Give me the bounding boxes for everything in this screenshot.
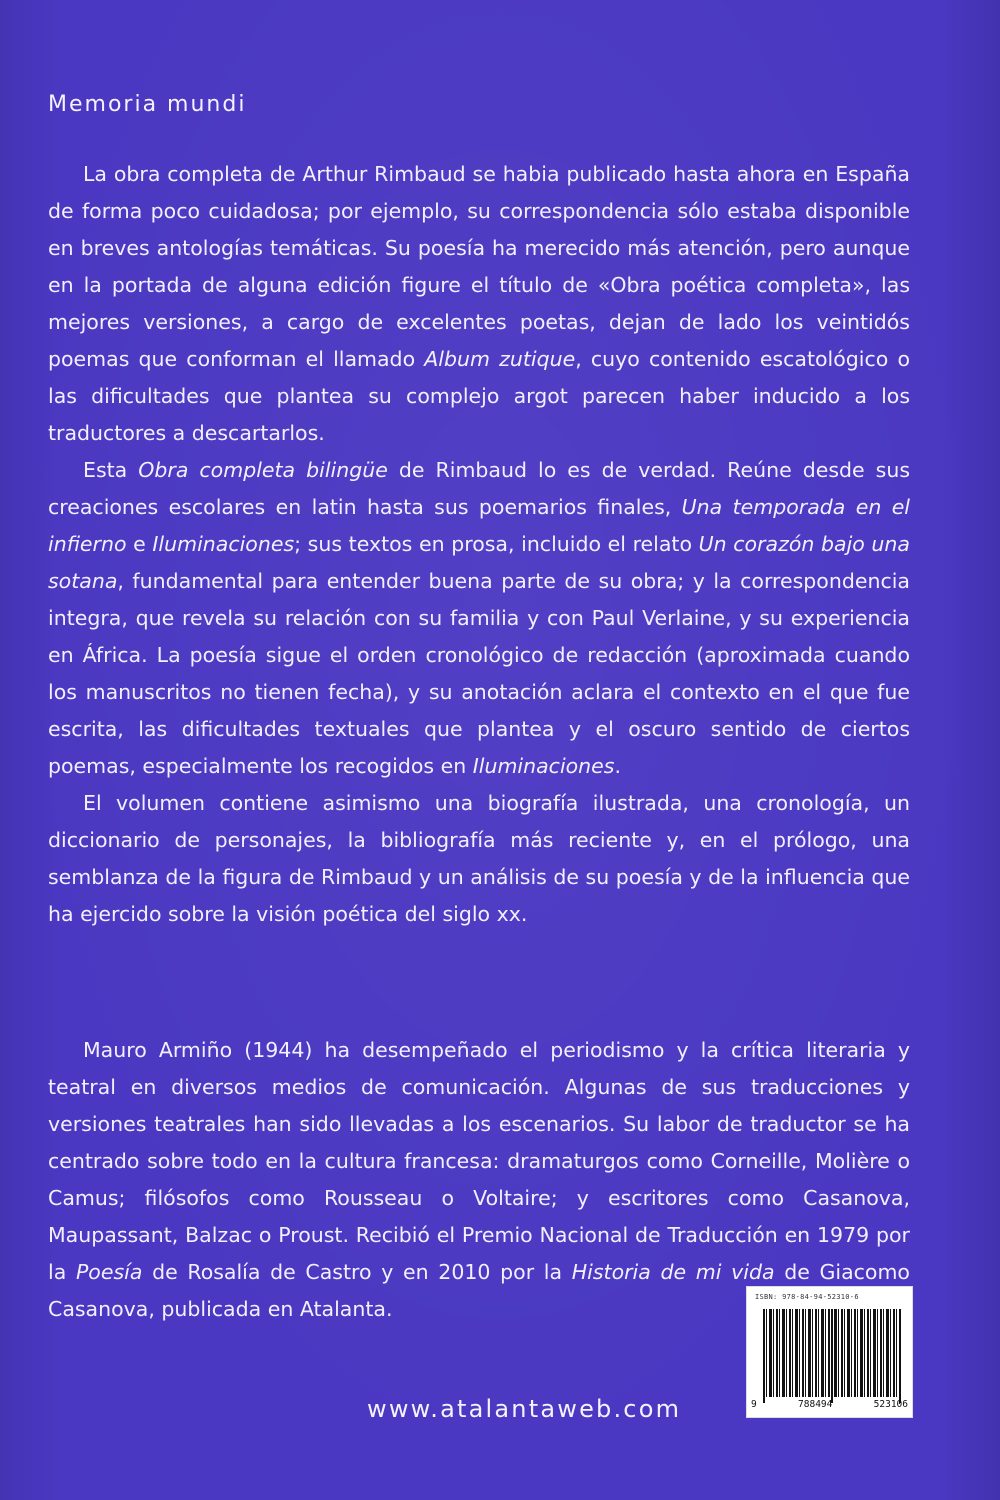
barcode-guard-left: [763, 1309, 765, 1403]
isbn-barcode: [746, 1286, 913, 1418]
author-bio-italic-title: Historia de mi vida: [571, 1260, 775, 1284]
barcode-guard-right: [899, 1309, 901, 1403]
synopsis-text: e: [126, 532, 153, 556]
synopsis-italic-title: Iluminaciones: [472, 754, 615, 778]
author-bio-text: de Giacomo Casanova, publicada en Atalanta.: [48, 1260, 910, 1321]
synopsis: [48, 156, 910, 933]
synopsis-paragraph: [48, 156, 910, 452]
synopsis-italic-title: Obra completa bilingüe: [138, 458, 388, 482]
author-bio-text: de Rosalía de Castro y en 2010 por la: [142, 1260, 572, 1284]
barcode-digit-prefix: 9: [751, 1399, 757, 1410]
author-bio-paragraph: [48, 1032, 910, 1328]
synopsis-text: La obra completa de Arthur Rimbaud se habia publicado hasta ahora en España de forma poco cuidadosa; por ejemplo, su correspondencia sólo estaba disponible en breves antologías temáticas. Su poesía ha merecido más atención, pero aunque en la portada de alguna edición figure el título de «Obra poética completa», las mejores versiones, a cargo de excelentes poetas, dejan de lado los veintidós poemas que conforman el llamado: [48, 162, 910, 371]
isbn-label: ISBN: 978-84-94-52310-6: [755, 1293, 859, 1301]
barcode-digit-left: 788494: [798, 1399, 833, 1410]
synopsis-italic-title: Album zutique: [424, 347, 576, 371]
series-title: Memoria mundi: [48, 92, 247, 117]
author-bio-italic-title: Poesía: [75, 1260, 143, 1284]
synopsis-italic-title: Una temporada en el infierno: [48, 495, 910, 556]
synopsis-text: ; sus textos en prosa, incluido el relato: [294, 532, 699, 556]
barcode-guard-center: [831, 1309, 833, 1403]
synopsis-text: de Rimbaud lo es de verdad. Reúne desde sus creaciones escolares en latin hasta sus poemarios finales,: [48, 458, 910, 519]
synopsis-paragraph: [48, 452, 910, 785]
synopsis-text: Esta: [83, 458, 139, 482]
synopsis-text: .: [614, 754, 621, 778]
synopsis-italic-title: Un corazón bajo una sotana: [48, 532, 910, 593]
synopsis-paragraph: [48, 785, 910, 933]
author-bio-text: Mauro Armiño (1944) ha desempeñado el periodismo y la crítica literaria y teatral en diversos medios de comunicación. Algunas de sus traducciones y versiones teatrales han sido llevadas a los escenarios. Su labor de traductor se ha centrado sobre todo en la cultura francesa: dramaturgos como Corneille, Molière o Camus; filósofos como Rousseau o Voltaire; y escritores como Casanova, Maupassant, Balzac o Proust. Recibió el Premio Nacional de Traducción en 1979 por la: [48, 1038, 910, 1284]
barcode-digit-right: 523106: [873, 1399, 908, 1410]
synopsis-text: El volumen contiene asimismo una biografía ilustrada, una cronología, un diccionario de personajes, la bibliografía más reciente y, en el prólogo, una semblanza de la figura de Rimbaud y un análisis de su poesía y de la influencia que ha ejercido sobre la visión poética del siglo xx.: [48, 791, 910, 926]
synopsis-text: , fundamental para entender buena parte de su obra; y la correspondencia integra, que revela su relación con su familia y con Paul Verlaine, y su experiencia en África. La poesía sigue el orden cronológico de redacción (aproximada cuando los manuscritos no tienen fecha), y su anotación aclara el contexto en el que fue escrita, las dificultades textuales que plantea y el oscuro sentido de ciertos poemas, especialmente los recogidos en: [48, 569, 910, 778]
synopsis-text: , cuyo contenido escatológico o las dificultades que plantea su complejo argot parecen haber inducido a los traductores a descartarlos.: [48, 347, 910, 445]
barcode-digits: [751, 1399, 908, 1410]
synopsis-italic-title: Iluminaciones: [152, 532, 295, 556]
publisher-website[interactable]: www.atalantaweb.com: [367, 1395, 682, 1423]
author-bio: [48, 1032, 910, 1328]
